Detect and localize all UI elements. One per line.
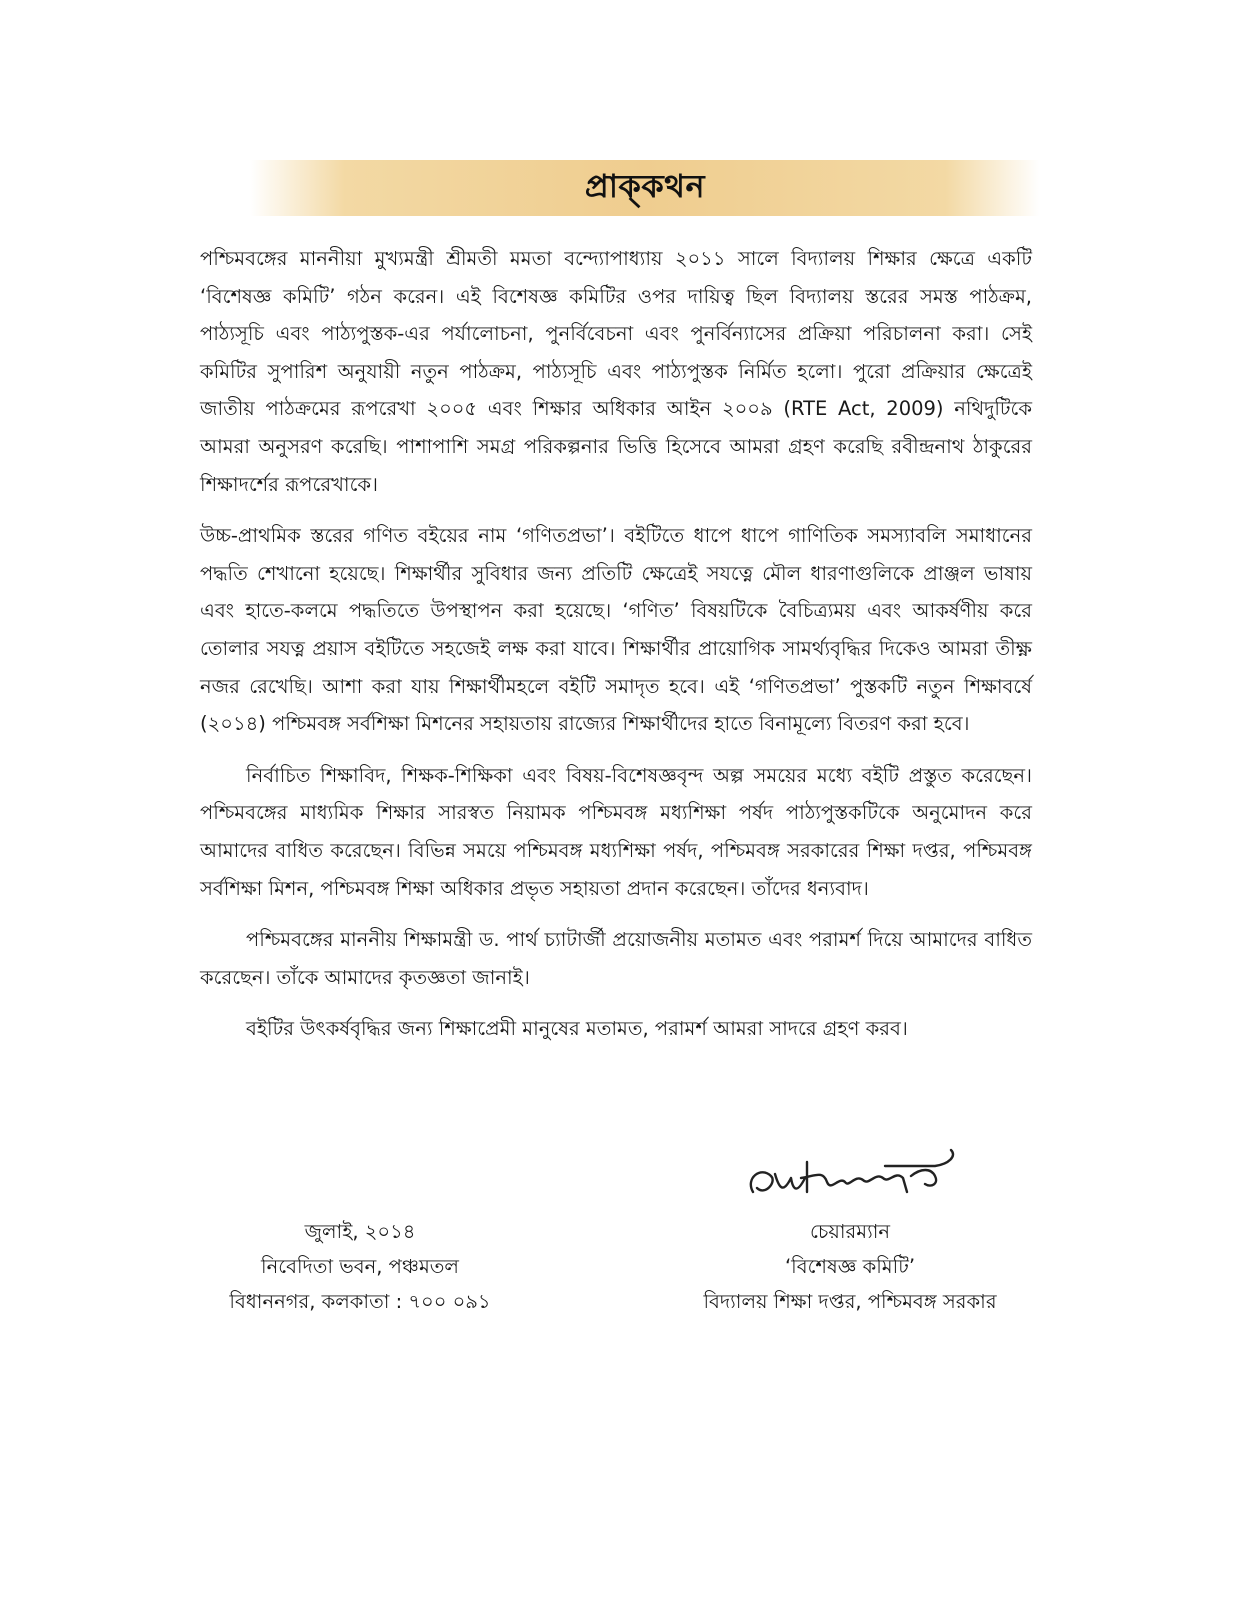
signature-image xyxy=(735,1148,965,1212)
paragraph-minister: পশ্চিমবঙ্গের মাননীয় শিক্ষামন্ত্রী ড. পার্থ চ্যাটার্জী প্রয়োজনীয় মতামত এবং পরামর্শ দিয়ে আমাদের বাধিত করেছেন। তাঁকে আমাদের কৃতজ্ঞতা জানাই। xyxy=(200,928,1032,989)
paragraph-intro: পশ্চিমবঙ্গের মাননীয়া মুখ্যমন্ত্রী শ্রীমতী মমতা বন্দ্যোপাধ্যায় ২০১১ সালে বিদ্যালয় শিক্ষার ক্ষেত্রে একটি ‘বিশেষজ্ঞ কমিটি’ গঠন করেন। এই বিশেষজ্ঞ কমিটির ওপর দায়িত্ব ছিল বিদ্যালয় স্তরের সমস্ত পাঠক্রম, পাঠ্যসূচি এবং পাঠ্যপুস্তক-এর পর্যালোচনা, পুনর্বিবেচনা এবং পুনর্বিন্যাসের প্রক্রিয়া পরিচালনা করা। সেই কমিটির সুপারিশ অনুযায়ী নতুন পাঠক্রম, পাঠ্যসূচি এবং পাঠ্যপুস্তক নির্মিত হলো। পুরো প্রক্রিয়ার ক্ষেত্রেই জাতীয় পাঠক্রমের রূপরেখা ২০০৫ এবং শিক্ষার অধিকার আইন ২০০৯ (RTE Act, 2009) নথিদুটিকে আমরা অনুসরণ করেছি। পাশাপাশি সমগ্র পরিকল্পনার ভিত্তি হিসেবে আমরা গ্রহণ করেছি রবীন্দ্রনাথ ঠাকুরের শিক্ষাদর্শের রূপরেখাকে। xyxy=(200,247,1032,496)
paragraph-feedback: বইটির উৎকর্ষবৃদ্ধির জন্য শিক্ষাপ্রেমী মানুষের মতামত, পরামর্শ আমরা সাদরে গ্রহণ করব। xyxy=(246,1017,908,1041)
signatory-role: চেয়ারম্যান xyxy=(809,1220,891,1243)
place-text: নিবেদিতা ভবন, পঞ্চমতল xyxy=(261,1255,459,1278)
paragraph-book: উচ্চ-প্রাথমিক স্তরের গণিত বইয়ের নাম ‘গণিতপ্রভা’। বইটিতে ধাপে ধাপে গাণিতিক সমস্যাবলি সমাধানের পদ্ধতি শেখানো হয়েছে। শিক্ষার্থীর সুবিধার জন্য প্রতিটি ক্ষেত্রেই সযত্নে মৌল ধারণাগুলিকে প্রাঞ্জল ভাষায় এবং হাতে-কলমে পদ্ধতিতে উপস্থাপন করা হয়েছে। ‘গণিত’ বিষয়টিকে বৈচিত্র্যময় এবং আকর্ষণীয় করে তোলার সযত্ন প্রয়াস বইটিতে সহজেই লক্ষ করা যাবে। শিক্ষার্থীর প্রায়োগিক সামর্থ্যবৃদ্ধির দিকেও আমরা তীক্ষ্ণ নজর রেখেছি। আশা করা যায় শিক্ষার্থীমহলে বইটি সমাদৃত হবে। এই ‘গণিতপ্রভা’ পুস্তকটি নতুন শিক্ষাবর্ষে (২০১৪) পশ্চিমবঙ্গ সর্বশিক্ষা মিশনের সহায়তায় রাজ্যের শিক্ষার্থীদের হাতে বিনামূল্যে বিতরণ করা হবে। xyxy=(200,524,1032,736)
date-place-block xyxy=(200,1214,520,1319)
paragraph-thanks: নির্বাচিত শিক্ষাবিদ, শিক্ষক-শিক্ষিকা এবং বিষয়-বিশেষজ্ঞবৃন্দ অল্প সময়ের মধ্যে বইটি প্রস্তুত করেছেন। পশ্চিমবঙ্গের মাধ্যমিক শিক্ষার সারস্বত নিয়ামক পশ্চিমবঙ্গ মধ্যশিক্ষা পর্ষদ পাঠ্যপুস্তকটিকে অনুমোদন করে আমাদের বাধিত করেছেন। বিভিন্ন সময়ে পশ্চিমবঙ্গ মধ্যশিক্ষা পর্ষদ, পশ্চিমবঙ্গ সরকারের শিক্ষা দপ্তর, পশ্চিমবঙ্গ সর্বশিক্ষা মিশন, পশ্চিমবঙ্গ শিক্ষা অধিকার প্রভৃত সহায়তা প্রদান করেছেন। তাঁদের ধন্যবাদ। xyxy=(200,763,1032,900)
heading-band xyxy=(250,160,1040,216)
page-title: প্রাক্‌কথন xyxy=(584,167,706,205)
date-text: জুলাই, ২০১৪ xyxy=(304,1220,416,1243)
committee-name: ‘বিশেষজ্ঞ কমিটি’ xyxy=(784,1255,916,1278)
department-name: বিদ্যালয় শিক্ষা দপ্তর, পশ্চিমবঙ্গ সরকার xyxy=(703,1290,997,1313)
address-text: বিধাননগর, কলকাতা : ৭০০ ০৯১ xyxy=(229,1290,491,1313)
signatory-block xyxy=(640,1148,1060,1319)
foreword-body xyxy=(200,240,1032,1048)
